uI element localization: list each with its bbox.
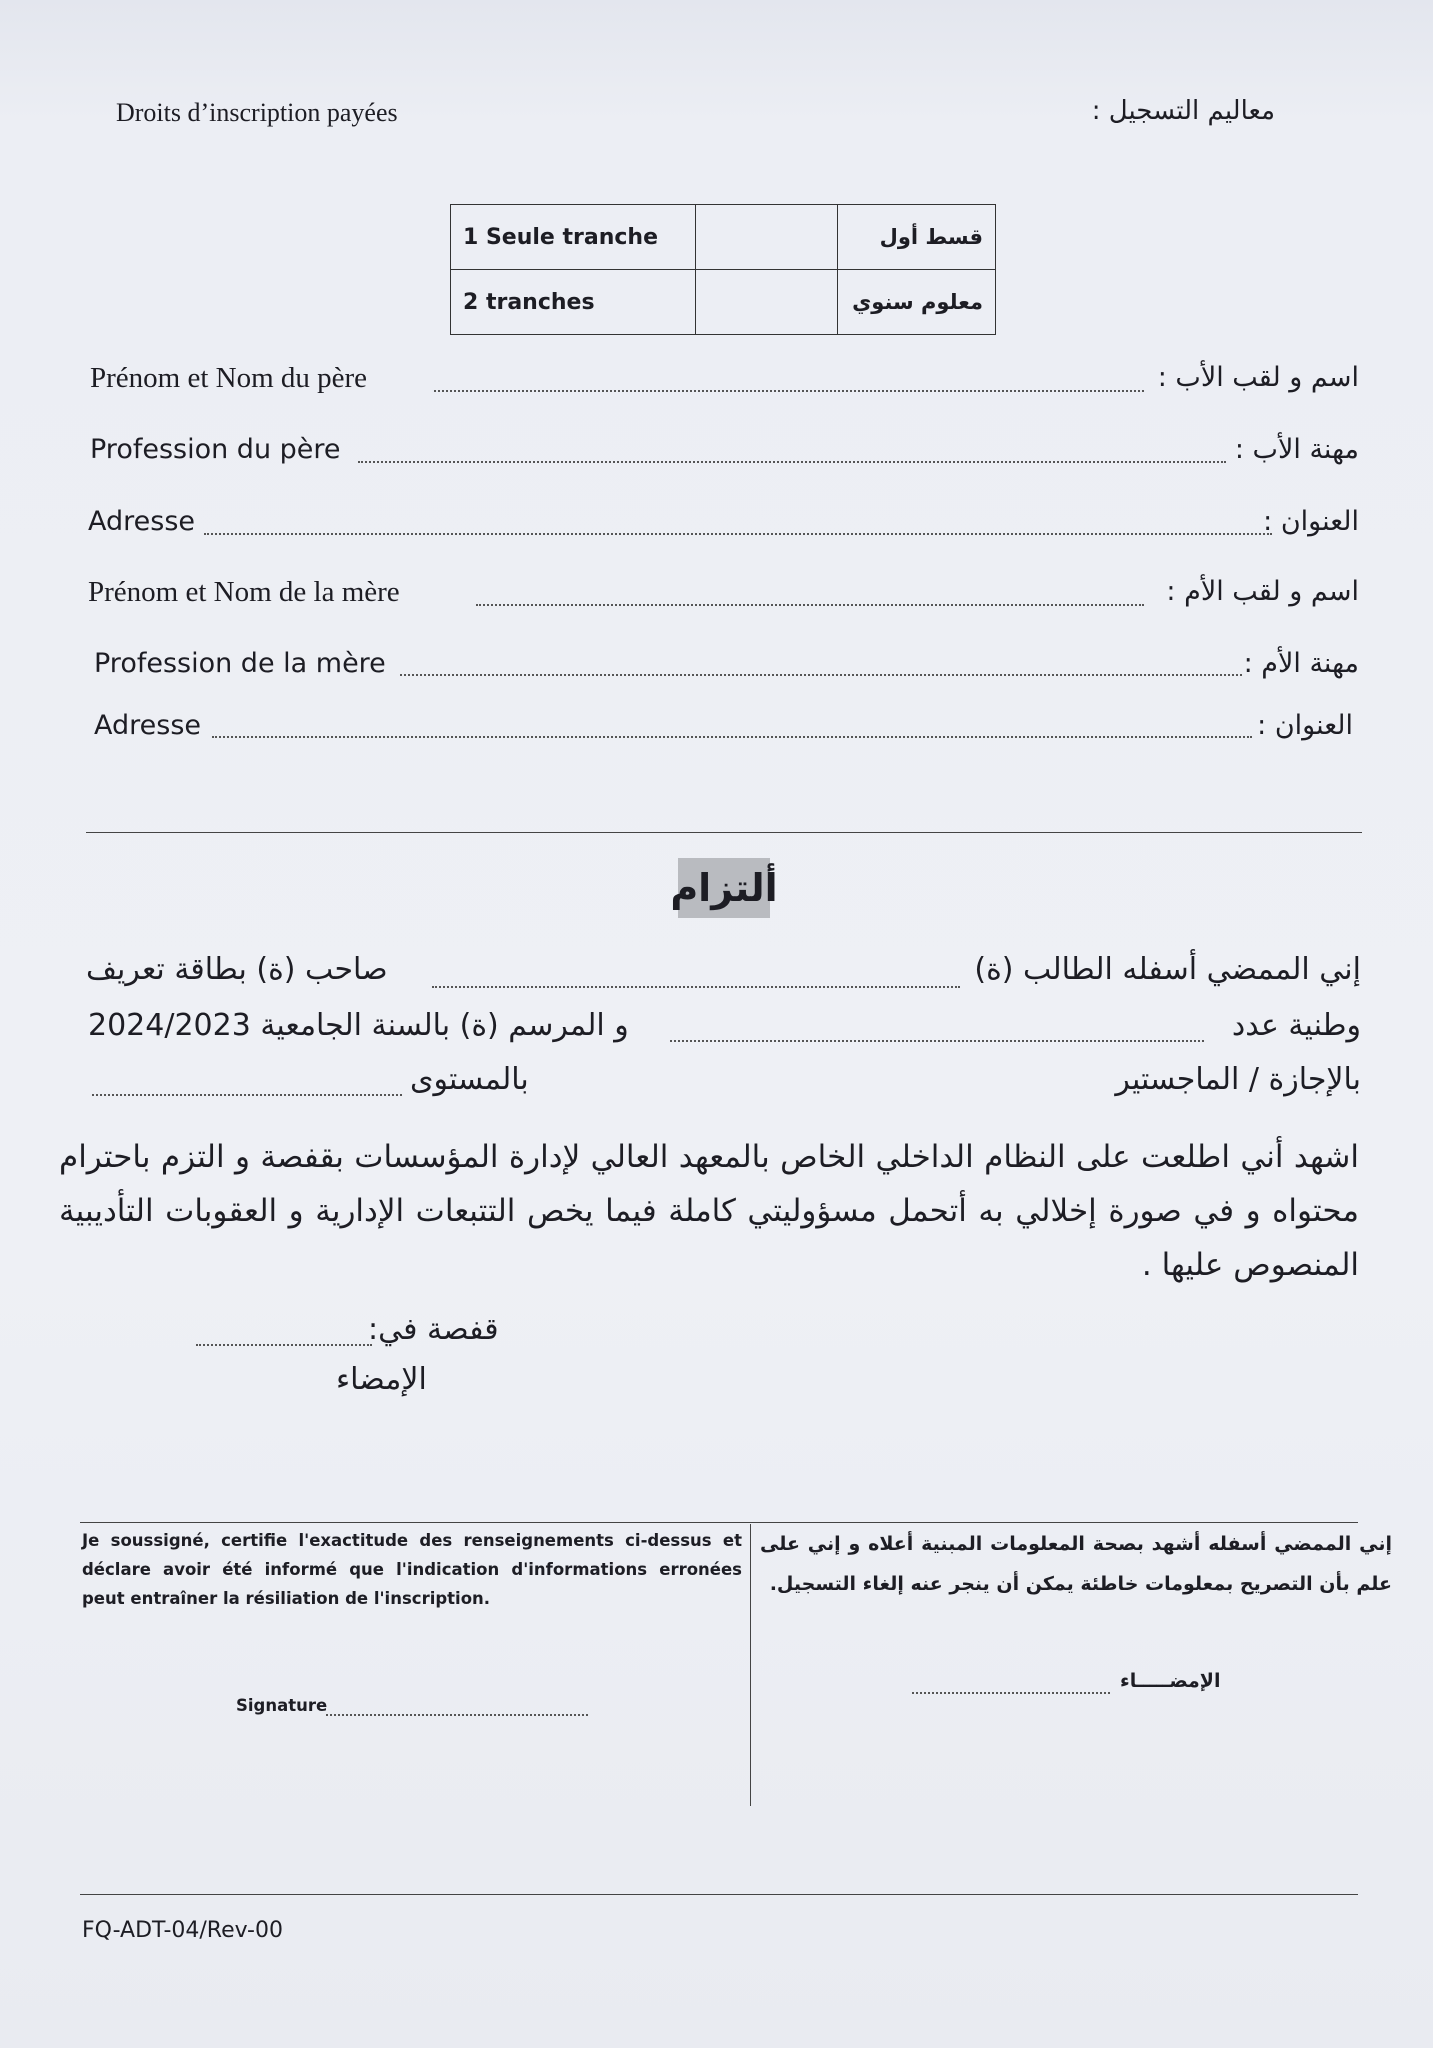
commitment-title: ألتزام <box>678 858 770 918</box>
footer-divider <box>80 1894 1358 1895</box>
fees-option-ar: قسط أول <box>838 205 996 270</box>
level-field[interactable] <box>92 1094 402 1096</box>
mother-name-label-ar: اسم و لقب الأم : <box>1166 576 1359 607</box>
divider <box>86 832 1362 833</box>
fees-option-fr: 1 Seule tranche <box>451 205 696 270</box>
father-job-label: Profession du père <box>90 434 341 465</box>
signature-label: الإمضاء <box>336 1362 427 1397</box>
signature-label-ar: الإمضـــــاء <box>1120 1670 1221 1692</box>
commitment-line1-a: إني الممضي أسفله الطالب (ة) <box>974 952 1361 987</box>
father-name-label: Prénom et Nom du père <box>90 362 368 394</box>
place-date-label: قفصة في: <box>368 1312 499 1347</box>
student-name-field[interactable] <box>432 986 960 988</box>
commitment-paragraph: اشهد أني اطلعت على النظام الداخلي الخاص بالمعهد العالي لإدارة المؤسسات بقفصة و التزم باحترام محتواه و في صورة إخلالي به أتحمل مسؤوليتي كاملة فيما يخص التتبعات الإدارية و العقوبات التأديبية المنصوص عليها . <box>59 1139 1359 1283</box>
mother-address-label-ar: العنوان : <box>1257 710 1353 741</box>
father-job-label-ar: مهنة الأب : <box>1234 434 1359 465</box>
father-job-field[interactable] <box>358 461 1226 463</box>
fees-paid-label-fr: Droits d’inscription payées <box>116 98 398 127</box>
mother-job-field[interactable] <box>400 674 1242 676</box>
mother-job-label-ar: مهنة الأم : <box>1243 648 1359 679</box>
father-address-label-ar: العنوان : <box>1263 506 1359 537</box>
table-row <box>451 270 996 335</box>
mother-address-field[interactable] <box>212 736 1252 738</box>
fees-option-ar: معلوم سنوي <box>838 270 996 335</box>
commitment-line2-a: وطنية عدد <box>1231 1008 1361 1043</box>
fees-checkbox-cell[interactable] <box>695 270 837 335</box>
declaration-top-border <box>80 1522 1358 1523</box>
mother-name-label: Prénom et Nom de la mère <box>88 576 400 608</box>
fees-table <box>450 204 996 335</box>
signature-field-ar[interactable] <box>912 1692 1110 1694</box>
declaration-text-ar: إني الممضي أسفله أشهد بصحة المعلومات المبنية أعلاه و إني على علم بأن التصريح بمعلومات خاطئة يمكن أن ينجر عنه إلغاء التسجيل. <box>760 1533 1392 1595</box>
declaration-separator <box>750 1524 751 1806</box>
id-number-field[interactable] <box>670 1040 1204 1042</box>
commitment-line2-b: و المرسم (ة) بالسنة الجامعية 2024/2023 <box>88 1008 629 1043</box>
signature-field-fr[interactable] <box>326 1714 588 1716</box>
fees-paid-label-ar: معاليم التسجيل : <box>1091 96 1275 126</box>
fees-option-fr: 2 tranches <box>451 270 696 335</box>
father-name-field[interactable] <box>434 390 1144 392</box>
commitment-line1-b: صاحب (ة) بطاقة تعريف <box>86 952 388 987</box>
mother-address-label: Adresse <box>94 710 201 741</box>
signature-label-fr: Signature <box>236 1696 328 1715</box>
mother-name-field[interactable] <box>476 604 1144 606</box>
form-code: FQ-ADT-04/Rev-00 <box>82 1918 283 1943</box>
declaration-text-fr: Je soussigné, certifie l'exactitude des renseignements ci-dessus et déclare avoir été informé que l'indication d'informations erronées peut entraîner la résiliation de l'inscription. <box>82 1531 742 1608</box>
commitment-line3-a: بالإجازة / الماجستير <box>1115 1062 1361 1097</box>
fees-checkbox-cell[interactable] <box>695 205 837 270</box>
father-address-label: Adresse <box>88 506 195 537</box>
commitment-line3-b: بالمستوى <box>410 1062 529 1097</box>
table-row <box>451 205 996 270</box>
date-field[interactable] <box>196 1344 372 1346</box>
father-name-label-ar: اسم و لقب الأب : <box>1157 362 1359 393</box>
mother-job-label: Profession de la mère <box>94 648 386 679</box>
father-address-field[interactable] <box>204 533 1272 535</box>
